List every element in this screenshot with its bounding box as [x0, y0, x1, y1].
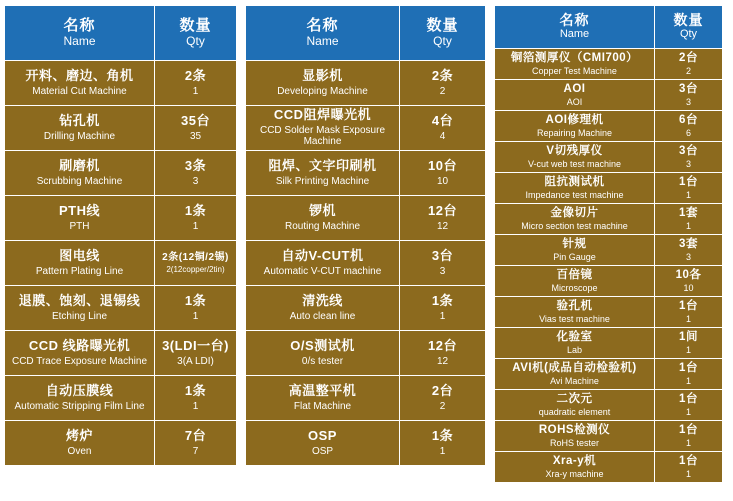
qty-cn: 12台	[428, 337, 457, 353]
qty-cn: 1条	[184, 382, 207, 398]
cell-name	[495, 204, 655, 235]
cell-qty	[655, 328, 723, 359]
table-row	[495, 359, 723, 390]
table-header-row	[495, 6, 723, 49]
table-row	[495, 390, 723, 421]
name-cn: 高温整平机	[288, 382, 357, 398]
table-row	[495, 80, 723, 111]
name-cn: 自动V-CUT机	[281, 247, 364, 263]
name-cn: Xra-y机	[552, 454, 597, 467]
table-row	[5, 151, 237, 196]
name-cn: 自动压膜线	[45, 382, 114, 398]
name-en: CCD Trace Exposure Machine	[11, 355, 148, 367]
name-en: PTH	[69, 220, 90, 232]
qty-cn: 7台	[184, 427, 207, 443]
equipment-table-2	[245, 5, 485, 501]
table-row	[495, 297, 723, 328]
qty-en: 1	[685, 220, 691, 231]
qty-en: 3	[685, 251, 691, 262]
cell-qty	[400, 196, 486, 241]
name-en: Oven	[67, 445, 92, 457]
cell-name	[246, 286, 400, 331]
table	[494, 5, 723, 483]
name-cn: AOI修理机	[545, 113, 604, 126]
cell-name	[246, 61, 400, 106]
cell-qty	[400, 421, 486, 466]
cell-name	[495, 49, 655, 80]
qty-cn: 1套	[679, 206, 698, 219]
table-row	[5, 286, 237, 331]
equipment-table-1	[4, 5, 236, 501]
name-cn: AVI机(成品自动检验机)	[512, 361, 637, 374]
cell-qty	[155, 421, 237, 466]
header-qty-cn: 数量	[673, 12, 704, 29]
qty-en: 3(A LDI)	[177, 355, 214, 367]
name-en: Automatic V-CUT machine	[263, 265, 382, 277]
table-row	[246, 241, 486, 286]
table-row	[246, 151, 486, 196]
name-cn: 金像切片	[550, 206, 599, 219]
qty-cn: 10各	[675, 268, 702, 281]
name-cn: 刷磨机	[59, 157, 100, 173]
table-body	[246, 61, 486, 466]
name-en: Lab	[566, 344, 583, 355]
name-cn: 铜箔测厚仪（CMI700）	[510, 51, 639, 64]
name-en: RoHS tester	[549, 437, 600, 448]
header-name-en: Name	[306, 34, 339, 49]
qty-en: 1	[439, 445, 446, 457]
header-name	[5, 6, 155, 61]
name-cn: V切残厚仪	[546, 144, 603, 157]
qty-en: 3	[192, 175, 199, 187]
qty-en: 4	[439, 130, 446, 142]
name-en: Copper Test Machine	[532, 65, 617, 76]
cell-name	[246, 421, 400, 466]
name-en: Vias test machine	[539, 313, 610, 324]
qty-en: 3	[685, 96, 691, 107]
table-body	[5, 61, 237, 466]
cell-name	[5, 421, 155, 466]
name-cn: 针规	[562, 237, 587, 250]
qty-cn: 1台	[679, 423, 698, 436]
name-cn: 清洗线	[302, 292, 343, 308]
cell-name	[246, 241, 400, 286]
table-header-row	[246, 6, 486, 61]
qty-cn: 2条	[431, 67, 454, 83]
cell-name	[5, 376, 155, 421]
name-en: Etching Line	[51, 310, 108, 322]
cell-name	[5, 196, 155, 241]
qty-en: 3	[439, 265, 446, 277]
qty-en: 1	[192, 220, 199, 232]
name-cn: 锣机	[308, 202, 336, 218]
cell-qty	[400, 376, 486, 421]
qty-cn: 12台	[428, 202, 457, 218]
qty-en: 10	[683, 282, 694, 293]
table	[245, 5, 486, 466]
qty-cn: 6台	[679, 113, 698, 126]
cell-qty	[655, 204, 723, 235]
qty-en: 1	[685, 437, 691, 448]
cell-name	[495, 80, 655, 111]
table-row	[495, 235, 723, 266]
cell-qty	[155, 241, 237, 286]
name-en: V-cut web test machine	[527, 158, 622, 169]
qty-cn: 1台	[679, 299, 698, 312]
name-en: AOI	[566, 96, 583, 107]
table-row	[246, 196, 486, 241]
cell-qty	[655, 297, 723, 328]
table-row	[246, 106, 486, 151]
name-en: Xra-y machine	[545, 468, 604, 479]
name-cn: AOI	[563, 82, 586, 95]
cell-qty	[655, 142, 723, 173]
table-row	[246, 376, 486, 421]
qty-en: 2(12copper/2tin)	[166, 265, 225, 275]
table-row	[5, 106, 237, 151]
cell-qty	[155, 376, 237, 421]
qty-en: 1	[685, 313, 691, 324]
cell-name	[495, 173, 655, 204]
table-row	[5, 241, 237, 286]
cell-qty	[655, 390, 723, 421]
cell-name	[5, 61, 155, 106]
cell-qty	[155, 331, 237, 376]
cell-qty	[400, 286, 486, 331]
cell-qty	[155, 196, 237, 241]
table-row	[495, 142, 723, 173]
name-en: Impedance test machine	[525, 189, 624, 200]
table-header-row	[5, 6, 237, 61]
qty-cn: 1条	[431, 292, 454, 308]
qty-en: 1	[685, 406, 691, 417]
qty-cn: 3(LDI一台)	[162, 337, 229, 353]
qty-cn: 3条	[184, 157, 207, 173]
header-qty	[655, 6, 723, 49]
name-cn: ROHS检测仪	[538, 423, 611, 436]
cell-qty	[155, 286, 237, 331]
name-en: Silk Printing Machine	[275, 175, 370, 187]
cell-name	[495, 452, 655, 483]
cell-qty	[655, 452, 723, 483]
cell-qty	[155, 151, 237, 196]
name-en: quadratic element	[538, 406, 611, 417]
header-name	[246, 6, 400, 61]
table-row	[5, 421, 237, 466]
qty-cn: 4台	[431, 112, 454, 128]
name-en: Material Cut Machine	[32, 85, 127, 97]
qty-en: 2	[439, 85, 446, 97]
header-qty-cn: 数量	[426, 17, 459, 35]
header-qty-cn: 数量	[179, 17, 212, 35]
header-qty-en: Qty	[186, 34, 205, 49]
cell-qty	[400, 331, 486, 376]
cell-name	[495, 111, 655, 142]
cell-qty	[400, 241, 486, 286]
table-row	[495, 173, 723, 204]
name-cn: 退膜、蚀刻、退锡线	[18, 292, 141, 308]
qty-en: 1	[685, 468, 691, 479]
name-cn: 二次元	[556, 392, 593, 405]
table-row	[246, 421, 486, 466]
cell-name	[246, 376, 400, 421]
cell-qty	[155, 106, 237, 151]
cell-name	[246, 151, 400, 196]
cell-name	[495, 235, 655, 266]
table-row	[246, 286, 486, 331]
qty-en: 1	[192, 85, 199, 97]
name-en: Routing Machine	[284, 220, 361, 232]
qty-cn: 1条	[184, 202, 207, 218]
qty-en: 1	[685, 344, 691, 355]
cell-qty	[655, 266, 723, 297]
table-row	[246, 61, 486, 106]
table-row	[246, 331, 486, 376]
cell-name	[495, 421, 655, 452]
header-name-cn: 名称	[63, 17, 96, 35]
name-cn: 化验室	[556, 330, 593, 343]
qty-cn: 3台	[679, 82, 698, 95]
qty-cn: 1台	[679, 454, 698, 467]
cell-qty	[655, 173, 723, 204]
cell-name	[5, 331, 155, 376]
qty-cn: 2台	[679, 51, 698, 64]
cell-name	[246, 331, 400, 376]
header-qty-en: Qty	[679, 28, 698, 41]
table	[4, 5, 237, 466]
cell-name	[5, 151, 155, 196]
name-en: Micro section test machine	[521, 220, 628, 231]
qty-en: 6	[685, 127, 691, 138]
name-cn: CCD阻焊曝光机	[273, 107, 372, 123]
name-cn: CCD 线路曝光机	[28, 337, 131, 353]
name-en: CCD Solder Mask Exposure Machine	[259, 124, 386, 148]
qty-en: 7	[192, 445, 199, 457]
header-qty	[155, 6, 237, 61]
name-cn: 显影机	[302, 67, 343, 83]
cell-name	[495, 328, 655, 359]
table-row	[5, 331, 237, 376]
qty-cn: 3套	[679, 237, 698, 250]
cell-name	[5, 106, 155, 151]
name-cn: 钻孔机	[59, 112, 100, 128]
name-en: Auto clean line	[289, 310, 356, 322]
cell-qty	[655, 80, 723, 111]
qty-cn: 2台	[431, 382, 454, 398]
cell-qty	[155, 61, 237, 106]
name-cn: 图电线	[59, 247, 100, 263]
cell-qty	[400, 106, 486, 151]
qty-en: 35	[189, 130, 202, 142]
qty-cn: 1间	[679, 330, 698, 343]
equipment-table-3	[494, 5, 722, 501]
qty-cn: 2条(12铜/2锡)	[162, 251, 229, 263]
name-en: Automatic Stripping Film Line	[14, 400, 145, 412]
qty-en: 1	[192, 400, 199, 412]
header-qty-en: Qty	[433, 34, 452, 49]
name-cn: 阻焊、文字印刷机	[268, 157, 377, 173]
name-en: Pin Gauge	[553, 251, 596, 262]
qty-cn: 2条	[184, 67, 207, 83]
qty-en: 12	[436, 355, 449, 367]
qty-en: 1	[439, 310, 446, 322]
qty-en: 2	[685, 65, 691, 76]
qty-cn: 1条	[431, 427, 454, 443]
table-row	[5, 196, 237, 241]
table-row	[495, 49, 723, 80]
name-cn: OSP	[308, 427, 337, 443]
cell-qty	[655, 421, 723, 452]
cell-qty	[655, 235, 723, 266]
cell-qty	[655, 49, 723, 80]
cell-name	[246, 106, 400, 151]
cell-qty	[655, 111, 723, 142]
cell-name	[495, 359, 655, 390]
header-qty	[400, 6, 486, 61]
qty-cn: 35台	[181, 112, 210, 128]
name-en: Avi Machine	[550, 375, 599, 386]
name-en: Pattern Plating Line	[35, 265, 124, 277]
table-row	[495, 266, 723, 297]
header-name	[495, 6, 655, 49]
qty-cn: 3台	[679, 144, 698, 157]
table-row	[495, 204, 723, 235]
header-name-cn: 名称	[559, 12, 590, 29]
header-name-cn: 名称	[306, 17, 339, 35]
qty-cn: 3台	[431, 247, 454, 263]
name-cn: PTH线	[58, 202, 100, 218]
cell-name	[495, 390, 655, 421]
table-row	[5, 376, 237, 421]
table-row	[495, 452, 723, 483]
header-name-en: Name	[559, 28, 590, 41]
name-en: Developing Machine	[277, 85, 368, 97]
qty-en: 1	[685, 189, 691, 200]
cell-name	[495, 297, 655, 328]
cell-qty	[400, 151, 486, 196]
qty-en: 1	[192, 310, 199, 322]
name-en: Drilling Machine	[43, 130, 116, 142]
table-row	[5, 61, 237, 106]
name-en: Scrubbing Machine	[36, 175, 123, 187]
qty-en: 3	[685, 158, 691, 169]
table-row	[495, 328, 723, 359]
name-cn: 阻抗测试机	[544, 175, 605, 188]
qty-en: 10	[436, 175, 449, 187]
name-en: OSP	[311, 445, 334, 457]
cell-name	[5, 241, 155, 286]
cell-name	[495, 142, 655, 173]
name-en: Flat Machine	[293, 400, 352, 412]
qty-cn: 1条	[184, 292, 207, 308]
name-en: Microscope	[551, 282, 598, 293]
table-body	[495, 49, 723, 483]
name-cn: 百倍镜	[556, 268, 593, 281]
qty-cn: 1台	[679, 175, 698, 188]
cell-name	[495, 266, 655, 297]
name-cn: 验孔机	[556, 299, 593, 312]
qty-en: 2	[439, 400, 446, 412]
header-name-en: Name	[63, 34, 96, 49]
cell-qty	[400, 61, 486, 106]
name-cn: 开料、磨边、角机	[25, 67, 134, 83]
name-cn: O/S测试机	[290, 337, 355, 353]
qty-cn: 1台	[679, 392, 698, 405]
qty-en: 1	[685, 375, 691, 386]
name-en: 0/s tester	[301, 355, 344, 367]
qty-en: 12	[436, 220, 449, 232]
cell-qty	[655, 359, 723, 390]
table-row	[495, 421, 723, 452]
qty-cn: 1台	[679, 361, 698, 374]
name-en: Repairing Machine	[536, 127, 613, 138]
cell-name	[5, 286, 155, 331]
table-row	[495, 111, 723, 142]
cell-name	[246, 196, 400, 241]
name-cn: 烤炉	[65, 427, 93, 443]
qty-cn: 10台	[428, 157, 457, 173]
